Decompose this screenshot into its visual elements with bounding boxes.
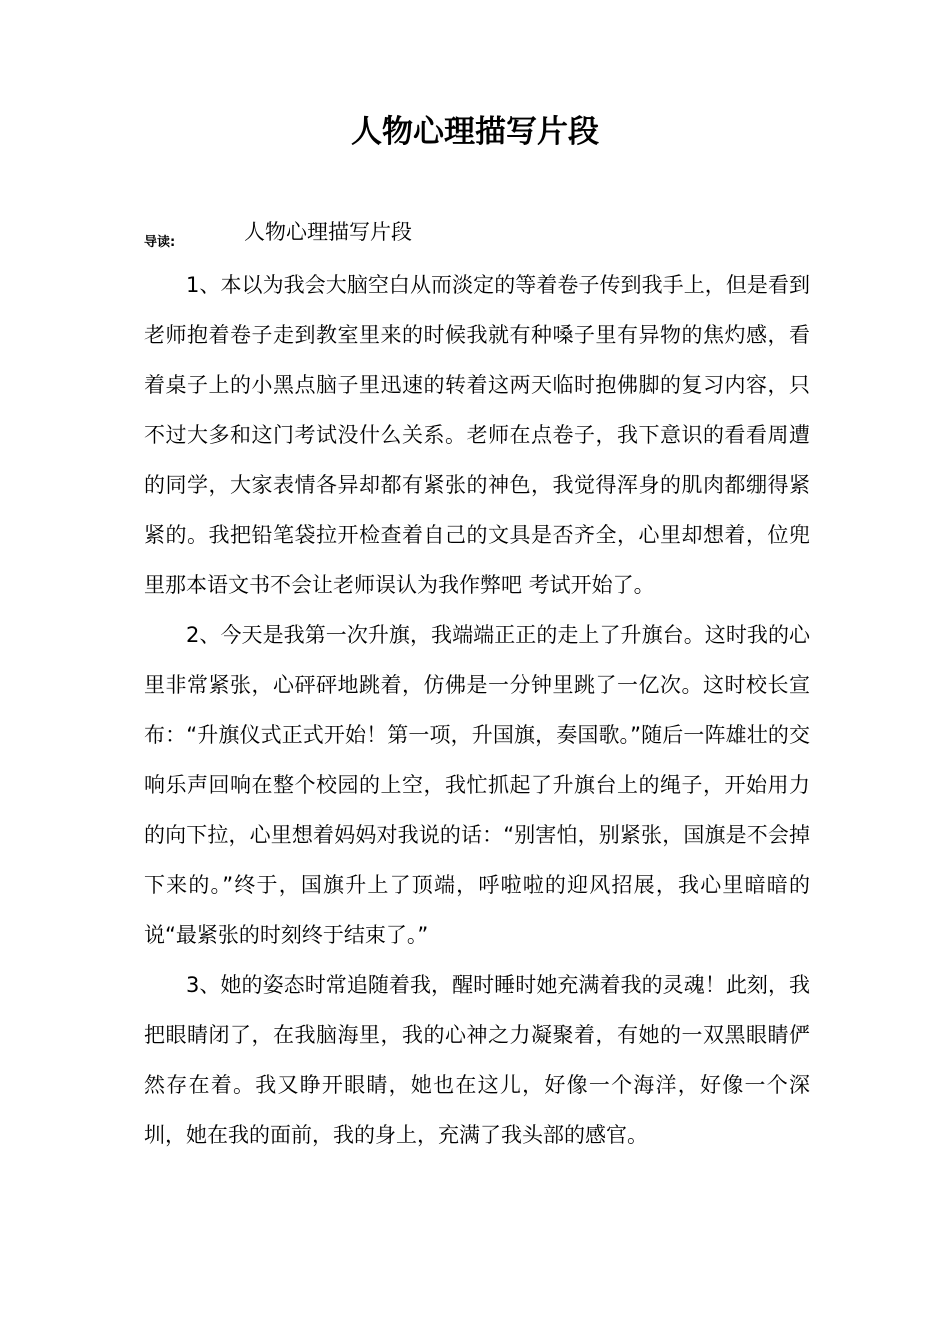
- page-title: 人物心理描写片段: [351, 114, 599, 150]
- intro-subtitle: 人物心理描写片段: [244, 220, 412, 244]
- intro-label: 导读:: [144, 235, 176, 250]
- intro-section: [144, 214, 814, 254]
- body-text: [144, 260, 810, 1160]
- paragraph-3: 3、她的姿态时常追随着我，醒时睡时她充满着我的灵魂！此刻，我把眼睛闭了，在我脑海里，我的心神之力凝聚着，有她的一双黑眼睛俨然存在着。我又睁开眼睛，她也在这儿，好像一个海洋，好像一个深圳，她在我的面前，我的身上，充满了我头部的感官。: [144, 973, 810, 1147]
- paragraph-1: 1、本以为我会大脑空白从而淡定的等着卷子传到我手上，但是看到老师抱着卷子走到教室里来的时候我就有种嗓子里有异物的焦灼感，看着桌子上的小黑点脑子里迅速的转着这两天临时抱佛脚的复习内容，只不过大多和这门考试没什么关系。老师在点卷子，我下意识的看看周遭的同学，大家表情各异却都有紧张的神色，我觉得浑身的肌肉都绷得紧紧的。我把铅笔袋拉开检查着自己的文具是否齐全，心里却想着，位兜里那本语文书不会让老师误认为我作弊吧 考试开始了。: [144, 273, 810, 597]
- paragraph-2: 2、今天是我第一次升旗，我端端正正的走上了升旗台。这时我的心里非常紧张，心砰砰地跳着，仿佛是一分钟里跳了一亿次。这时校长宣布：“升旗仪式正式开始！第一项，升国旗，奏国歌。”随后一阵雄壮的交响乐声回响在整个校园的上空，我忙抓起了升旗台上的绳子，开始用力的向下拉，心里想着妈妈对我说的话：“别害怕，别紧张，国旗是不会掉下来的。”终于，国旗升上了顶端，呼啦啦的迎风招展，我心里暗暗的说“最紧张的时刻终于结束了。”: [144, 623, 810, 947]
